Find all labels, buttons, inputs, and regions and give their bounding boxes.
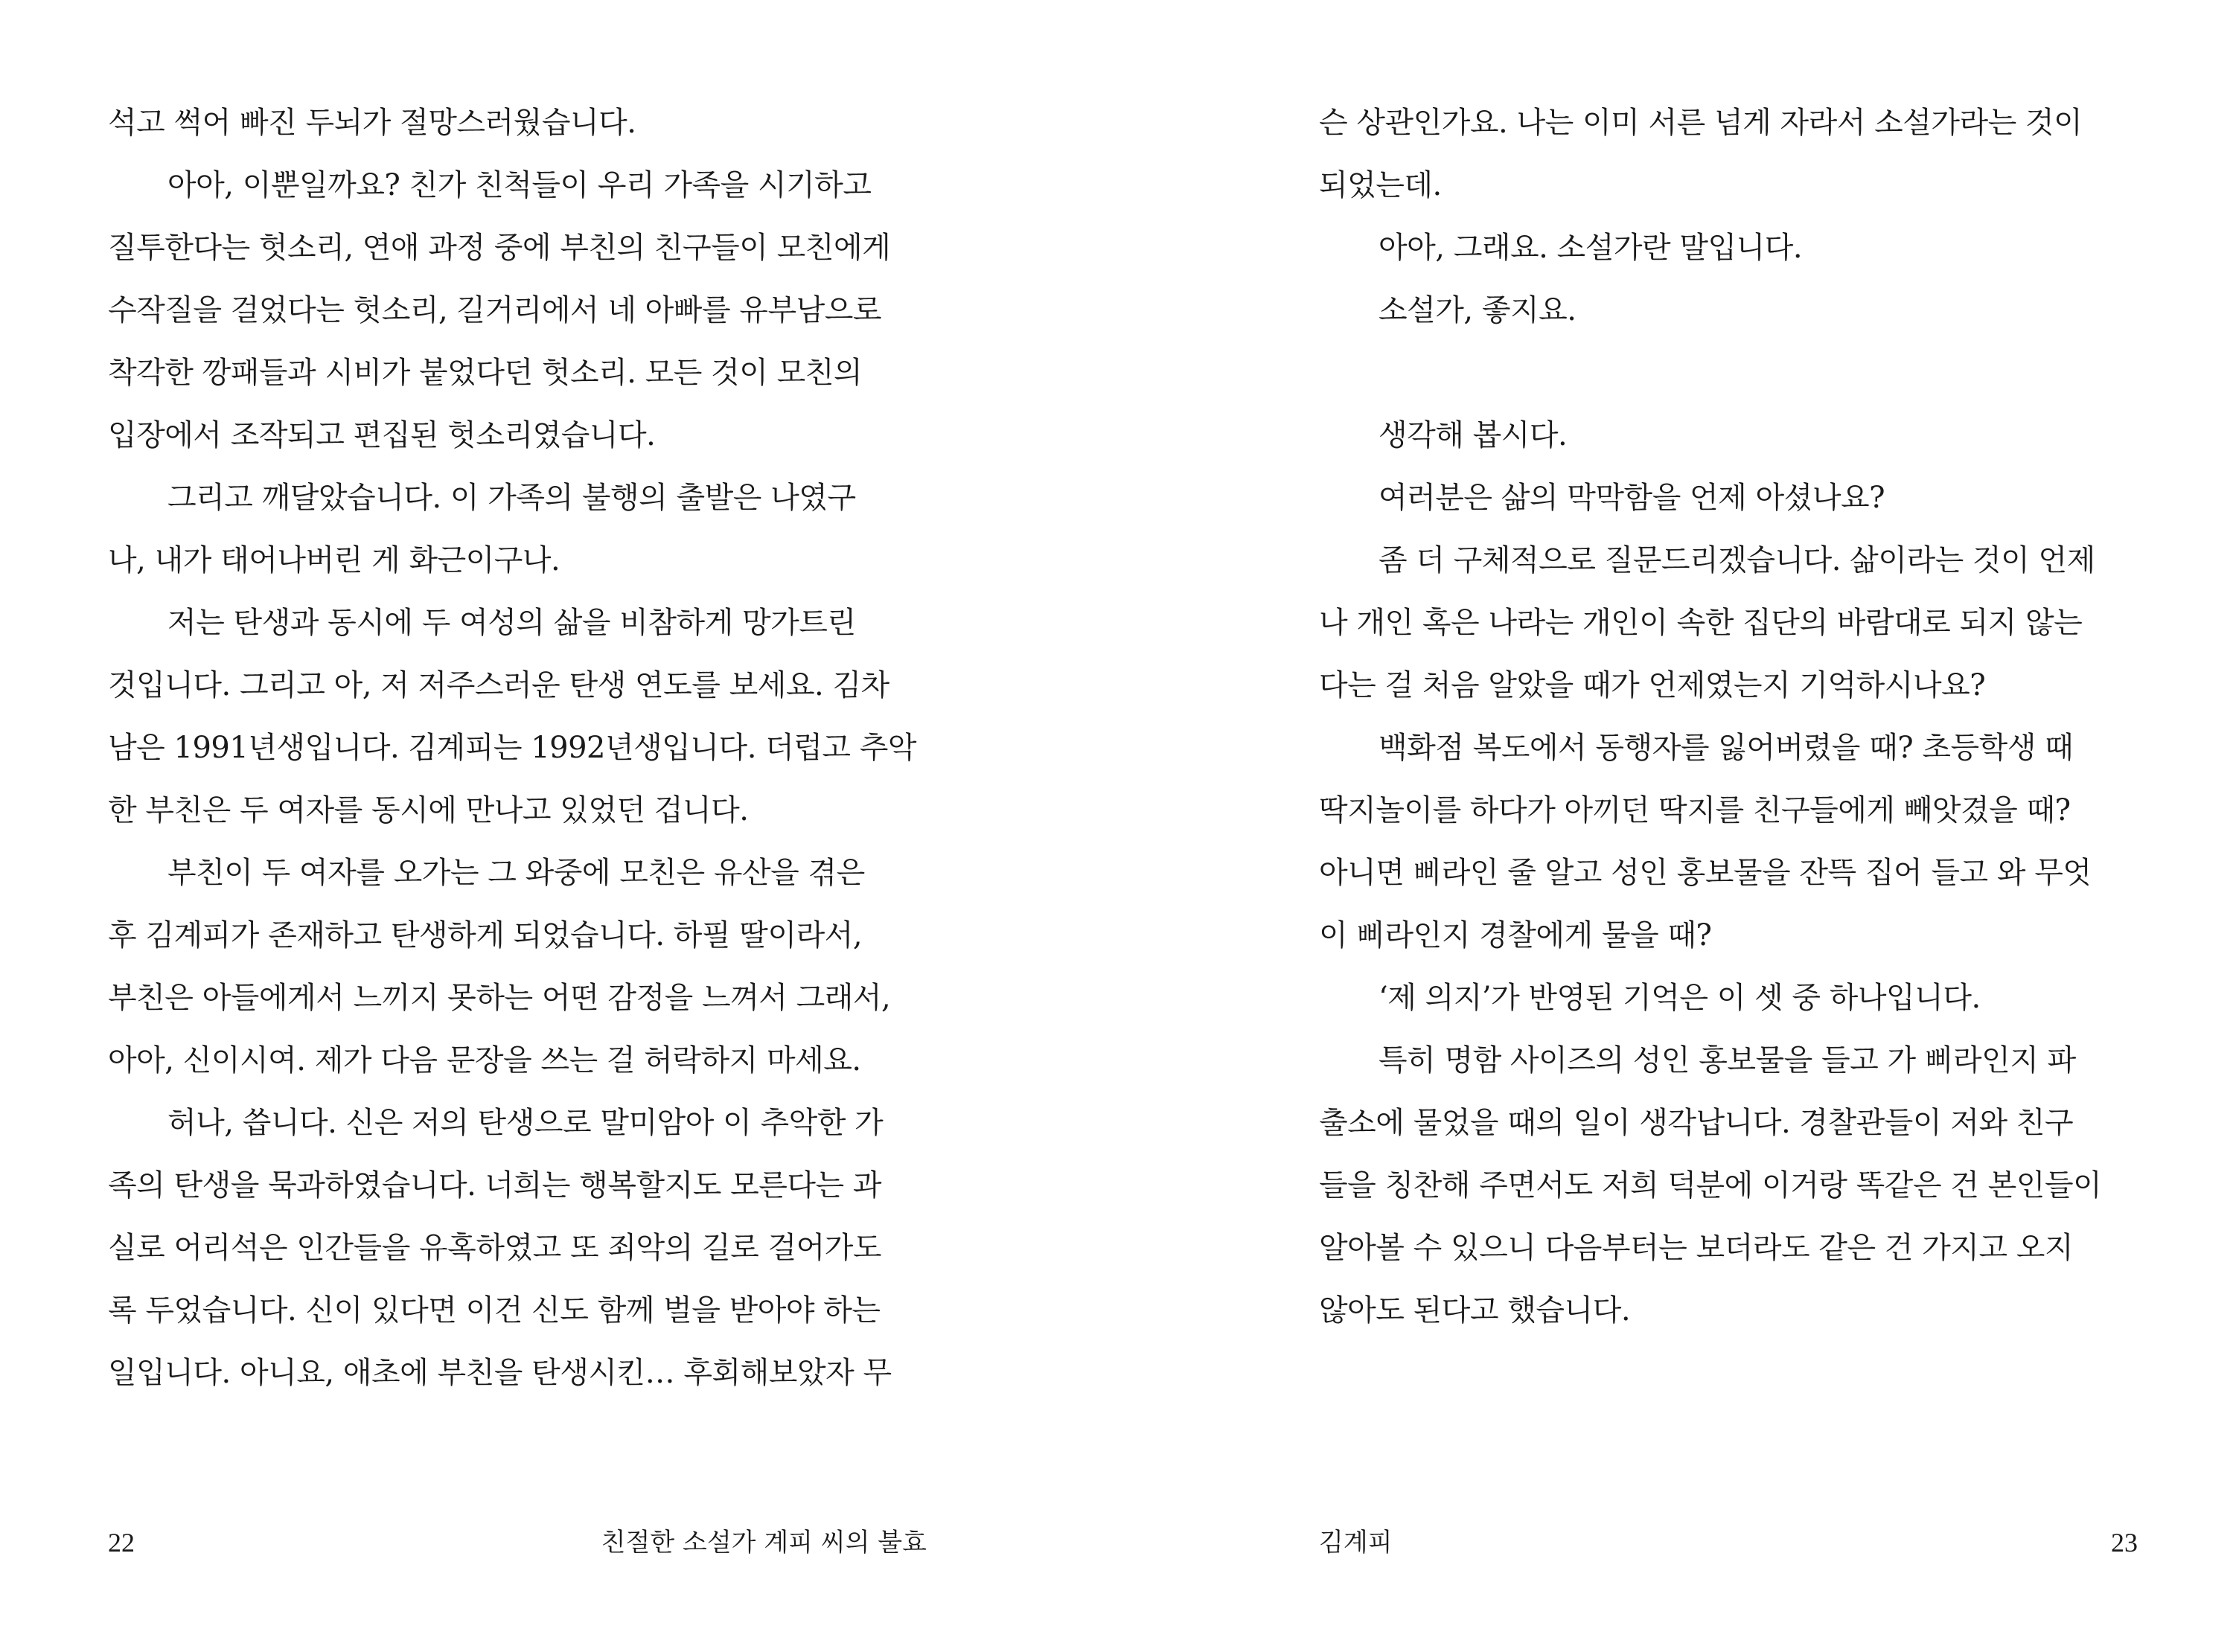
right-page (1116, 0, 2233, 1652)
text-line: 족의 탄생을 묵과하였습니다. 너희는 행복할지도 모른다는 과 (108, 1168, 882, 1203)
page-number: 22 (108, 1528, 135, 1557)
text-line: 이 삐라인지 경찰에게 물을 때? (1319, 918, 1712, 953)
page-number: 23 (2111, 1528, 2138, 1557)
text-line: 알아볼 수 있으니 다음부터는 보더라도 같은 건 가지고 오지 (1319, 1231, 2074, 1265)
text-line: 것입니다. 그리고 아, 저 저주스러운 탄생 연도를 보세요. 김차 (108, 668, 889, 702)
text-line: 백화점 복도에서 동행자를 잃어버렸을 때? 초등학생 때 (1379, 731, 2074, 765)
left-page-body (108, 92, 927, 1404)
text-line: 석고 썩어 빠진 두뇌가 절망스러웠습니다. (108, 106, 636, 140)
text-line: 딱지놀이를 하다가 아끼던 딱지를 친구들에게 빼앗겼을 때? (1319, 793, 2071, 827)
text-line: 아아, 그래요. 소설가란 말입니다. (1379, 231, 1803, 265)
text-line: 록 두었습니다. 신이 있다면 이건 신도 함께 벌을 받아야 하는 (108, 1293, 881, 1328)
text-line: 여러분은 삶의 막막함을 언제 아셨나요? (1379, 481, 1885, 515)
running-head-book-title: 친절한 소설가 계피 씨의 불효 (601, 1528, 927, 1557)
text-line: ‘제 의지’가 반영된 기억은 이 셋 중 하나입니다. (1379, 981, 1981, 1015)
text-line: 부친이 두 여자를 오가는 그 와중에 모친은 유산을 겪은 (167, 856, 865, 890)
text-line: 질투한다는 헛소리, 연애 과정 중에 부친의 친구들이 모친에게 (108, 231, 891, 265)
right-page-body (1319, 92, 2138, 1342)
running-head-author: 김계피 (1319, 1528, 1393, 1557)
text-line: 특히 명함 사이즈의 성인 홍보물을 들고 가 삐라인지 파 (1379, 1043, 2076, 1078)
text-line: 부친은 아들에게서 느끼지 못하는 어떤 감정을 느껴서 그래서, (108, 981, 891, 1015)
text-line: 슨 상관인가요. 나는 이미 서른 넘게 자라서 소설가라는 것이 (1319, 106, 2083, 140)
text-line: 입장에서 조작되고 편집된 헛소리였습니다. (108, 418, 656, 452)
text-line: 남은 1991년생입니다. 김계피는 1992년생입니다. 더럽고 추악 (108, 731, 917, 765)
text-line: 아아, 신이시여. 제가 다음 문장을 쓰는 걸 허락하지 마세요. (108, 1043, 861, 1078)
text-line: 아니면 삐라인 줄 알고 성인 홍보물을 잔뜩 집어 들고 와 무엇 (1319, 856, 2092, 890)
text-line: 아아, 이뿐일까요? 친가 친척들이 우리 가족을 시기하고 (167, 168, 872, 202)
text-line: 나, 내가 태어나버린 게 화근이구나. (108, 543, 560, 577)
text-line: 소설가, 좋지요. (1379, 293, 1576, 327)
text-line: 출소에 물었을 때의 일이 생각납니다. 경찰관들이 저와 친구 (1319, 1106, 2074, 1140)
text-line: 후 김계피가 존재하고 탄생하게 되었습니다. 하필 딸이라서, (108, 918, 863, 953)
text-line: 나 개인 혹은 나라는 개인이 속한 집단의 바람대로 되지 않는 (1319, 606, 2083, 640)
left-page (0, 0, 1116, 1652)
text-line: 착각한 깡패들과 시비가 붙었다던 헛소리. 모든 것이 모친의 (108, 356, 863, 390)
text-line: 실로 어리석은 인간들을 유혹하였고 또 죄악의 길로 걸어가도 (108, 1231, 882, 1265)
text-line: 생각해 봅시다. (1379, 418, 1568, 452)
text-line: 않아도 된다고 했습니다. (1319, 1293, 1631, 1328)
text-line: 수작질을 걸었다는 헛소리, 길거리에서 네 아빠를 유부남으로 (108, 293, 882, 327)
text-line: 들을 칭찬해 주면서도 저희 덕분에 이거랑 똑같은 건 본인들이 (1319, 1168, 2102, 1203)
text-line: 좀 더 구체적으로 질문드리겠습니다. 삶이라는 것이 언제 (1379, 543, 2095, 577)
text-line: 되었는데. (1319, 168, 1442, 202)
text-line: 허나, 씁니다. 신은 저의 탄생으로 말미암아 이 추악한 가 (167, 1106, 884, 1140)
text-line: 한 부친은 두 여자를 동시에 만나고 있었던 겁니다. (108, 793, 749, 827)
blank-line (1319, 342, 2138, 404)
text-line: 일입니다. 아니요, 애초에 부친을 탄생시킨… 후회해보았자 무 (108, 1356, 892, 1390)
text-line: 저는 탄생과 동시에 두 여성의 삶을 비참하게 망가트린 (167, 606, 856, 640)
text-line: 그리고 깨달았습니다. 이 가족의 불행의 출발은 나였구 (167, 481, 856, 515)
text-line: 다는 걸 처음 알았을 때가 언제였는지 기억하시나요? (1319, 668, 1986, 702)
